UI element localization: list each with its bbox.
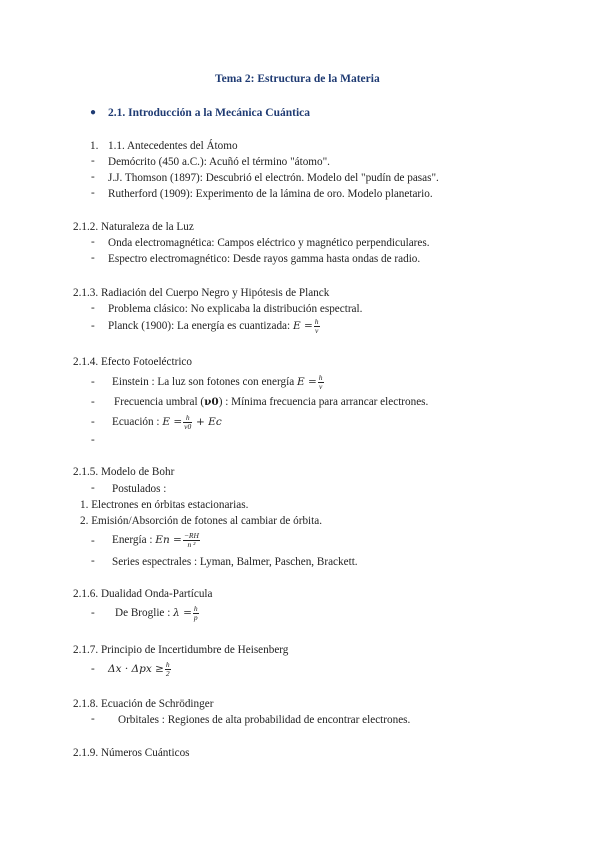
nu0-symbol: ν0 bbox=[204, 396, 219, 408]
item-text: De Broglie : bbox=[115, 607, 171, 620]
formula-lhs: En = bbox=[155, 534, 182, 547]
dash-marker: - bbox=[91, 252, 95, 264]
fraction-numerator: h bbox=[193, 604, 198, 613]
fraction-numerator: h bbox=[165, 660, 170, 669]
item-text-post: ) : Mínima frecuencia para arrancar electrones. bbox=[218, 396, 429, 408]
formula-fraction bbox=[183, 532, 200, 549]
dash-marker: - bbox=[91, 555, 95, 567]
numbered-item: 1. Electrones en órbitas estacionarias. bbox=[80, 499, 249, 511]
list-item bbox=[112, 374, 325, 391]
formula-lhs: E = bbox=[162, 416, 183, 429]
fraction-denominator: n ² bbox=[187, 540, 196, 549]
fraction-denominator: ν bbox=[318, 382, 323, 391]
dash-marker: - bbox=[91, 663, 95, 675]
formula-lhs: E = bbox=[296, 376, 317, 389]
subsection-heading: 2.1.2. Naturaleza de la Luz bbox=[73, 221, 194, 233]
subsection-heading: 1.1. Antecedentes del Átomo bbox=[108, 140, 238, 152]
fraction-denominator: 2 bbox=[165, 669, 170, 678]
formula-fraction bbox=[183, 414, 192, 431]
subsection-heading: 2.1.5. Modelo de Bohr bbox=[73, 466, 175, 478]
dash-marker: - bbox=[91, 155, 95, 167]
dash-marker: - bbox=[91, 171, 95, 183]
formula-fraction bbox=[193, 605, 199, 622]
fraction-denominator: ν0 bbox=[184, 422, 192, 431]
dash-marker: - bbox=[91, 482, 95, 494]
list-item: J.J. Thomson (1897): Descubrió el electrón. Modelo del "pudín de pasas". bbox=[108, 172, 439, 184]
list-number: 1. bbox=[90, 140, 99, 152]
formula-lhs: λ = bbox=[173, 607, 192, 620]
formula-fraction bbox=[314, 318, 320, 335]
item-text: Ecuación : bbox=[112, 416, 160, 429]
dash-marker: - bbox=[91, 396, 95, 408]
list-item: Orbitales : Regiones de alta probabilidad de encontrar electrones. bbox=[118, 714, 411, 726]
item-text: Energía : bbox=[112, 534, 153, 547]
list-item: Series espectrales : Lyman, Balmer, Paschen, Brackett. bbox=[112, 556, 358, 568]
dash-marker: - bbox=[91, 302, 95, 314]
list-item: Rutherford (1909): Experimento de la lámina de oro. Modelo planetario. bbox=[108, 188, 433, 200]
subsection-heading: 2.1.9. Números Cuánticos bbox=[73, 747, 190, 759]
list-item bbox=[112, 532, 201, 549]
dash-marker: - bbox=[91, 416, 95, 428]
dash-marker: - bbox=[91, 376, 95, 388]
item-text-pre: Frecuencia umbral ( bbox=[114, 396, 205, 408]
formula-fraction bbox=[165, 661, 171, 678]
list-item: Demócrito (450 a.C.): Acuñó el término "átomo". bbox=[108, 156, 330, 168]
fraction-denominator: p bbox=[193, 613, 198, 622]
list-item: Postulados : bbox=[112, 483, 167, 495]
item-text: Einstein : La luz son fotones con energía bbox=[112, 376, 295, 389]
subsection-heading: 2.1.3. Radiación del Cuerpo Negro y Hipótesis de Planck bbox=[73, 287, 330, 299]
dash-marker: - bbox=[91, 434, 95, 446]
fraction-numerator: h bbox=[183, 414, 192, 423]
subsection-heading: 2.1.4. Efecto Fotoeléctrico bbox=[73, 356, 192, 368]
dash-marker: - bbox=[91, 320, 95, 332]
dash-marker: - bbox=[91, 713, 95, 725]
list-item bbox=[108, 318, 321, 335]
list-item bbox=[112, 414, 222, 431]
fraction-numerator: h bbox=[314, 317, 319, 326]
fraction-numerator: −RH bbox=[183, 531, 199, 540]
bullet-marker: ● bbox=[90, 107, 97, 118]
numbered-item: 2. Emisión/Absorción de fotones al cambiar de órbita. bbox=[80, 515, 323, 527]
formula-rhs: + Ec bbox=[196, 416, 222, 429]
formula-lhs: E = bbox=[292, 320, 313, 333]
subsection-heading: 2.1.7. Principio de Incertidumbre de Heisenberg bbox=[73, 644, 289, 656]
fraction-numerator: h bbox=[318, 373, 323, 382]
dash-marker: - bbox=[91, 187, 95, 199]
list-item bbox=[108, 661, 172, 678]
section-heading: 2.1. Introducción a la Mecánica Cuántica bbox=[108, 107, 310, 119]
list-item bbox=[115, 605, 200, 622]
dash-marker: - bbox=[91, 535, 95, 547]
formula-fraction bbox=[318, 374, 324, 391]
list-item: Onda electromagnética: Campos eléctrico y magnético perpendiculares. bbox=[108, 237, 430, 249]
dash-marker: - bbox=[91, 236, 95, 248]
formula-lhs: Δx · Δpx ≥ bbox=[108, 663, 164, 676]
subsection-heading: 2.1.6. Dualidad Onda-Partícula bbox=[73, 588, 213, 600]
subsection-heading: 2.1.8. Ecuación de Schrödinger bbox=[73, 698, 214, 710]
list-item bbox=[114, 395, 428, 409]
item-text: Planck (1900): La energía es cuantizada: bbox=[108, 320, 291, 333]
fraction-denominator: ν bbox=[314, 326, 319, 335]
document-title: Tema 2: Estructura de la Materia bbox=[215, 73, 380, 85]
dash-marker: - bbox=[91, 607, 95, 619]
list-item: Espectro electromagnético: Desde rayos gamma hasta ondas de radio. bbox=[108, 253, 421, 265]
list-item: Problema clásico: No explicaba la distribución espectral. bbox=[108, 303, 363, 315]
